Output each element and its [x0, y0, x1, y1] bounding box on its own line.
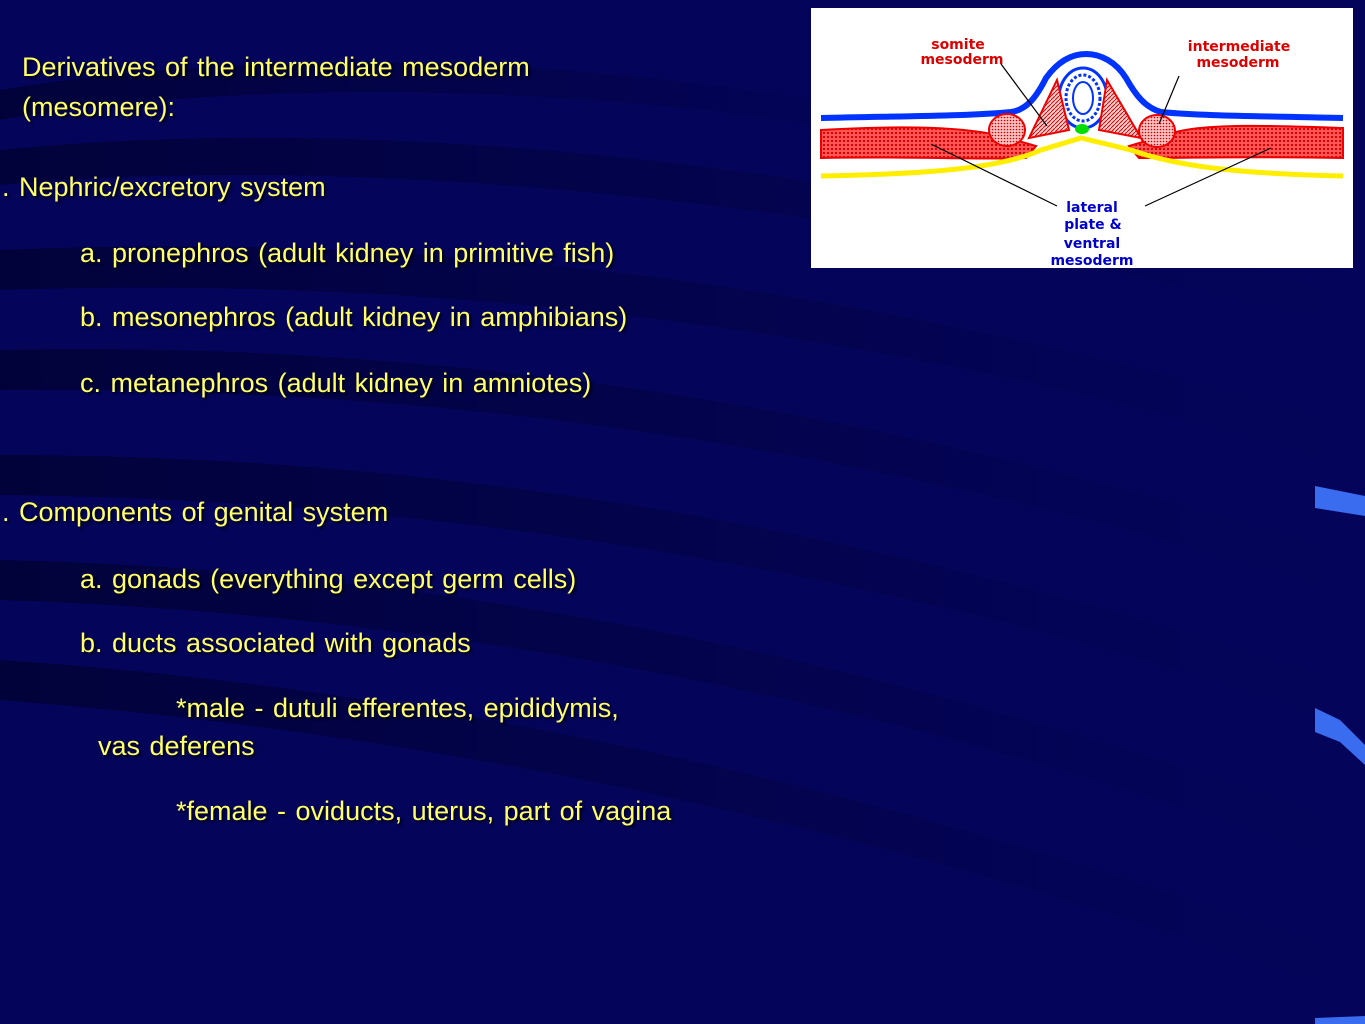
label-somite-1: somite [931, 37, 985, 53]
section-heading-genital: . Components of genital system [2, 497, 389, 527]
embryo-cross-section-diagram [811, 8, 1353, 268]
label-intermediate-1: intermediate [1187, 39, 1291, 55]
label-somite-2: mesoderm [920, 52, 1004, 68]
list-item-male-line1: *male - dutuli efferentes, epididymis, [176, 693, 619, 723]
section-heading-nephric: . Nephric/excretory system [2, 172, 326, 202]
slide-title-line1: Derivatives of the intermediate mesoderm [22, 52, 530, 82]
intermediate-mesoderm-right [1139, 115, 1175, 147]
label-lateral-1: lateral [1066, 200, 1118, 216]
list-item-mesonephros: b. mesonephros (adult kidney in amphibians) [80, 302, 628, 332]
list-item-pronephros: a. pronephros (adult kidney in primitive fish) [80, 238, 615, 268]
list-item-gonads: a. gonads (everything except germ cells) [80, 564, 577, 594]
label-lateral-3: ventral [1063, 236, 1121, 252]
notochord [1075, 124, 1089, 134]
list-item-metanephros: c. metanephros (adult kidney in amniotes) [80, 368, 592, 398]
intermediate-mesoderm-left [989, 114, 1025, 146]
list-item-ducts: b. ducts associated with gonads [80, 628, 471, 658]
label-lateral-4: mesoderm [1050, 253, 1134, 268]
slide-title-line2: (mesomere): [22, 92, 176, 122]
list-item-female: *female - oviducts, uterus, part of vagina [176, 796, 672, 826]
list-item-male-line2: vas deferens [98, 731, 255, 761]
label-lateral-2: plate & [1064, 217, 1122, 233]
label-intermediate-2: mesoderm [1196, 55, 1280, 71]
